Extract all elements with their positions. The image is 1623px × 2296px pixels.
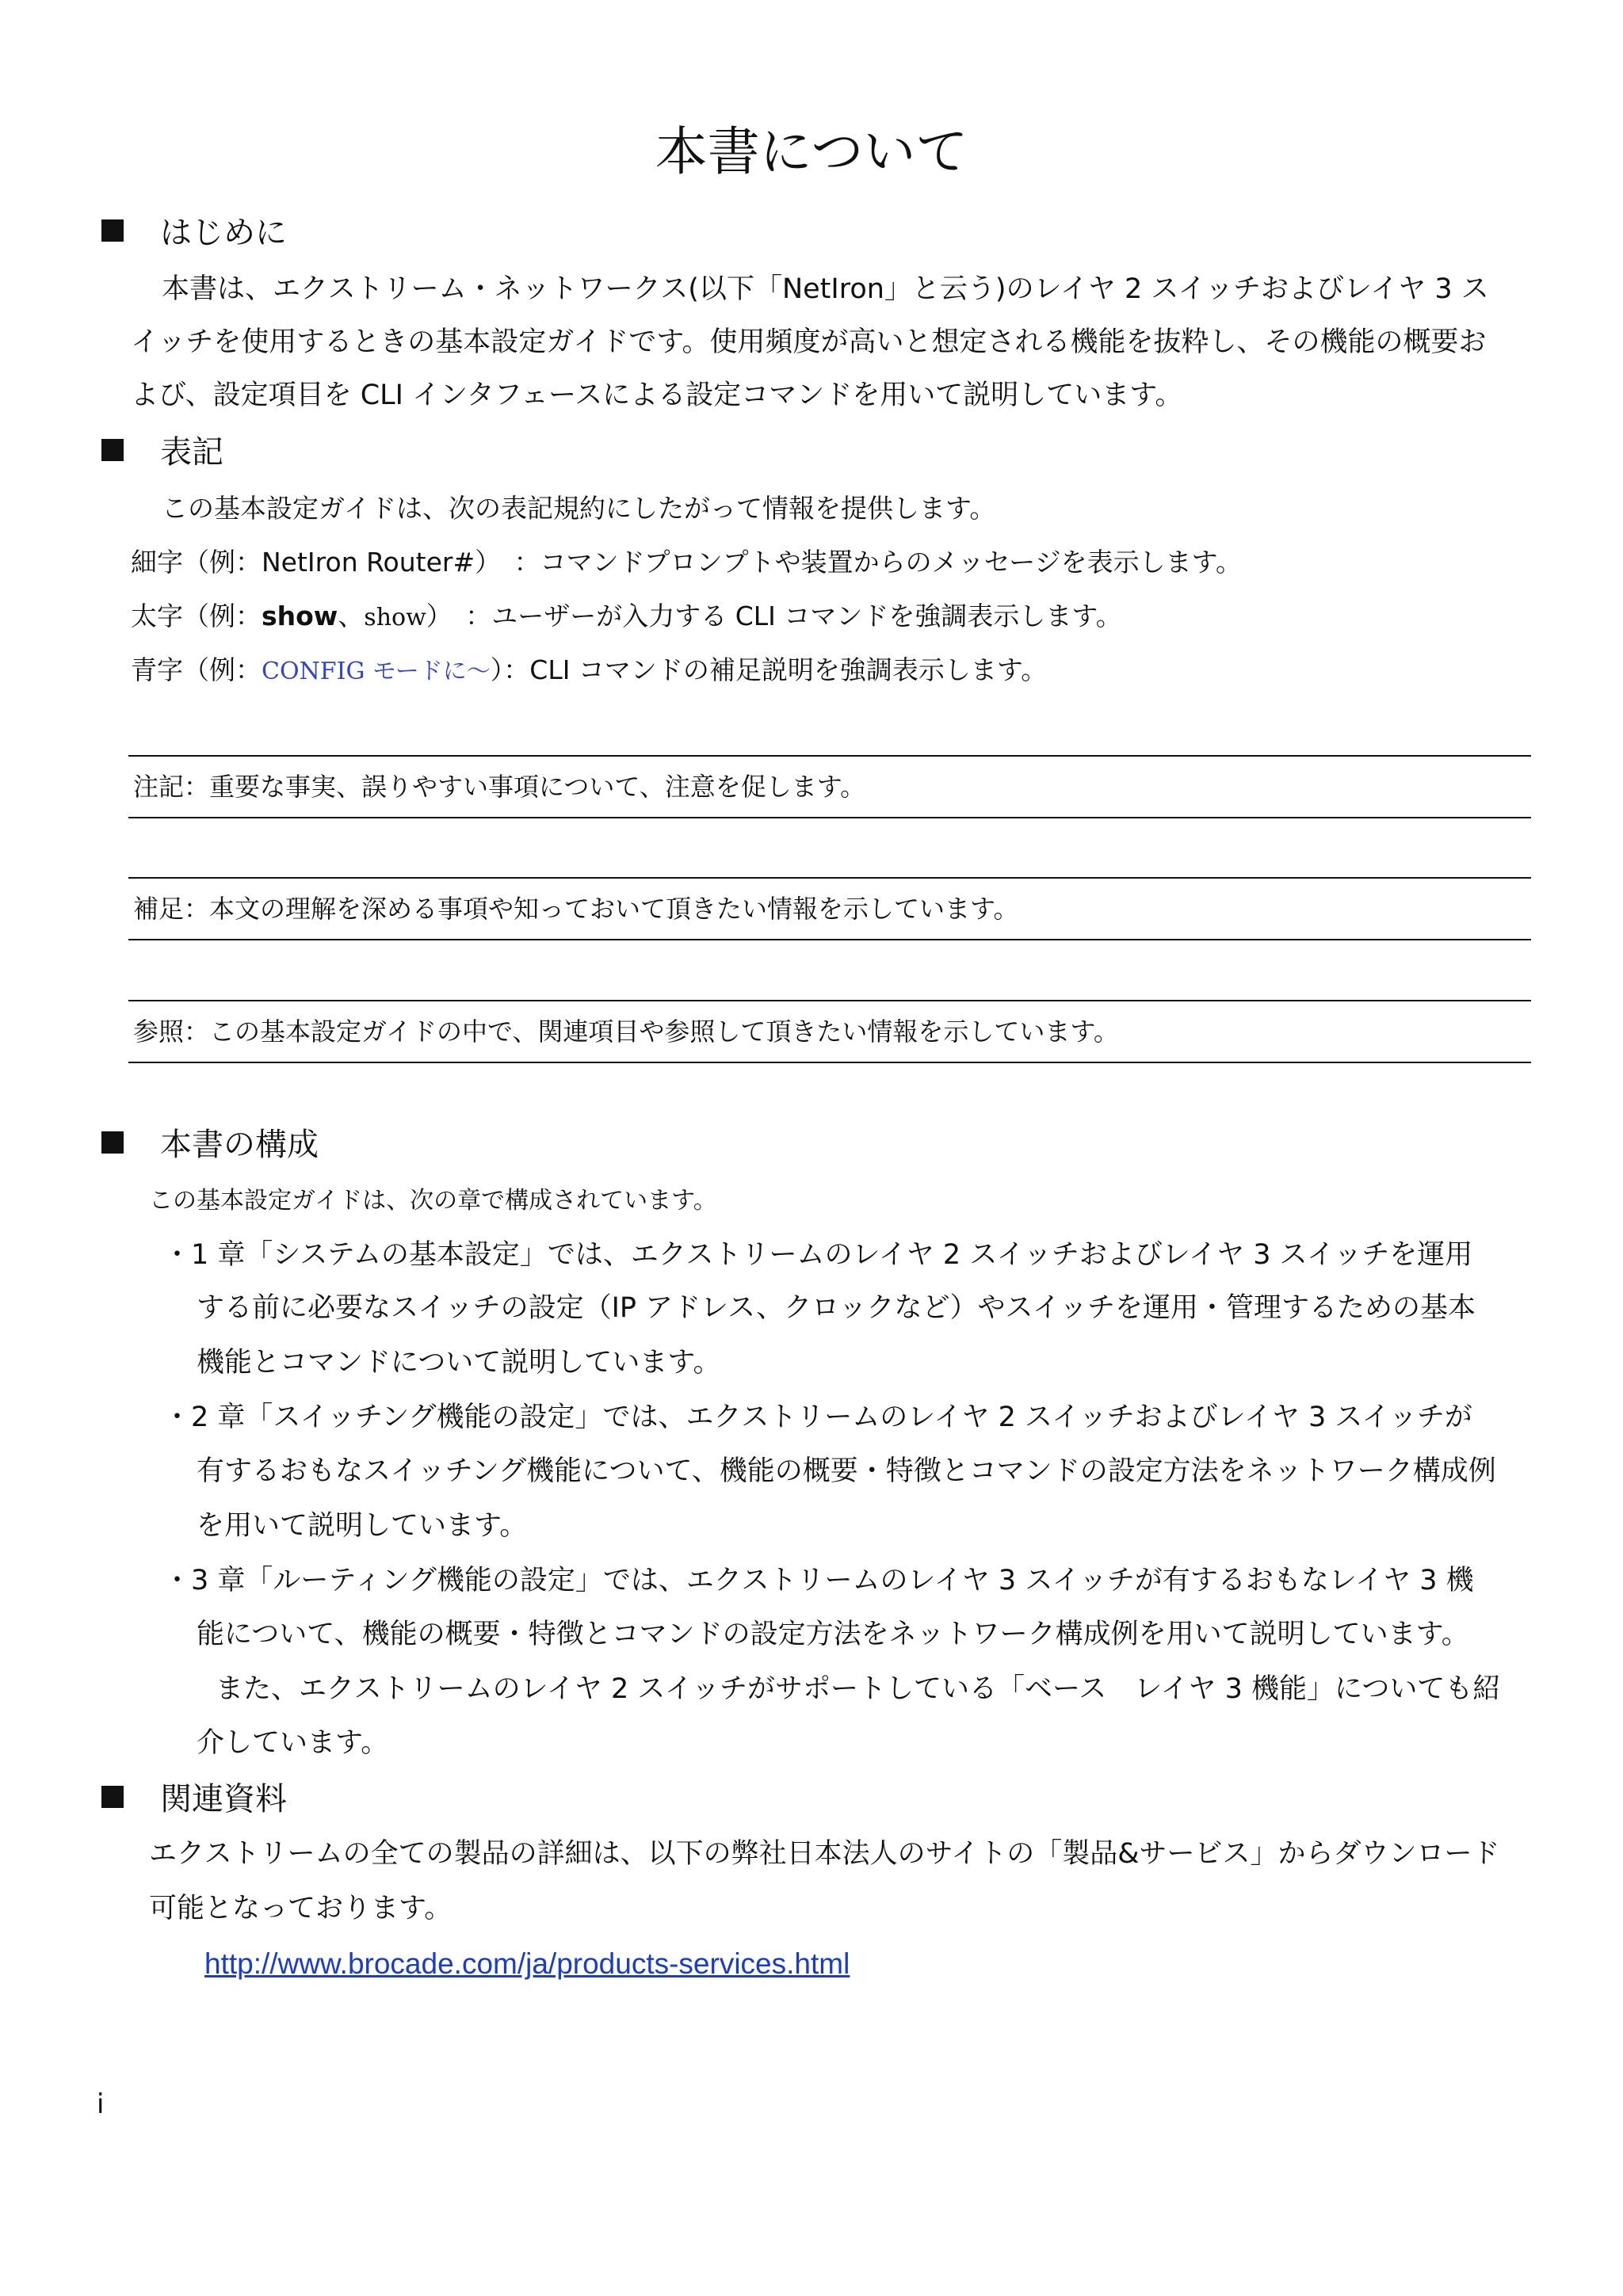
- box-rule-top-supplement: [128, 877, 1531, 879]
- square-bullet-icon: [101, 1786, 124, 1808]
- structure-lead: この基本設定ガイドは、次の章で構成されています。: [149, 1187, 717, 1215]
- chapter-3-line-3: また、エクストリームのレイヤ 2 スイッチがサポートしている「ベース レイヤ 3 機能」についても紹: [216, 1673, 1501, 1705]
- page-number: i: [97, 2088, 105, 2120]
- page-title: 本書について: [655, 121, 968, 182]
- chapter-1-line-1: ・1 章「システムの基本設定」では、エクストリームのレイヤ 2 スイッチおよびレイヤ 3 スイッチを運用: [163, 1239, 1473, 1271]
- chapter-1-line-3: 機能とコマンドについて説明しています。: [197, 1347, 721, 1379]
- chapter-2-line-3: を用いて説明しています。: [197, 1510, 528, 1542]
- box-rule-bottom-note: [128, 817, 1531, 818]
- intro-line-2: イッチを使用するときの基本設定ガイドです。使用頻度が高いと想定される機能を抜粋し、その機能の概要お: [131, 326, 1487, 358]
- notation-blue: 青字（例：CONFIG モードに〜）：CLI コマンドの補足説明を強調表示します。: [131, 654, 1048, 685]
- products-services-link[interactable]: http://www.brocade.com/ja/products-services.html: [204, 1947, 850, 1980]
- chapter-3-line-1: ・3 章「ルーティング機能の設定」では、エクストリームのレイヤ 3 スイッチが有するおもなレイヤ 3 機: [163, 1565, 1474, 1596]
- intro-line-3: よび、設定項目を CLI インタフェースによる設定コマンドを用いて説明しています。: [131, 379, 1183, 411]
- notation-lead: この基本設定ガイドは、次の表記規約にしたがって情報を提供します。: [162, 493, 996, 524]
- box-reference: 参照：この基本設定ガイドの中で、関連項目や参照して頂きたい情報を示しています。: [133, 1016, 1119, 1047]
- plain-example: show: [364, 604, 426, 631]
- chapter-3-line-4: 介しています。: [197, 1727, 389, 1759]
- notation-bold: 太字（例：show、show） ：ユーザーが入力する CLI コマンドを強調表示します。: [131, 601, 1122, 631]
- intro-line-1: 本書は、エクストリーム・ネットワークス(以下「NetIron」と云う)のレイヤ 2 スイッチおよびレイヤ 3 ス: [162, 273, 1489, 305]
- box-note: 注記：重要な事実、誤りやすい事項について、注意を促します。: [133, 772, 866, 802]
- related-line-2: 可能となっております。: [149, 1893, 453, 1924]
- box-rule-top-note: [128, 755, 1531, 757]
- box-rule-bottom-supplement: [128, 939, 1531, 940]
- blue-example: CONFIG モードに〜: [262, 658, 491, 685]
- chapter-3-line-2: 能について、機能の概要・特徴とコマンドの設定方法をネットワーク構成例を用いて説明しています。: [197, 1619, 1469, 1650]
- related-line-1: エクストリームの全ての製品の詳細は、以下の弊社日本法人のサイトの「製品&サービス」からダウンロード: [149, 1838, 1500, 1870]
- section-heading-related: 関連資料: [101, 1778, 287, 1821]
- section-heading-notation: 表記: [101, 431, 223, 474]
- chapter-2-line-2: 有するおもなスイッチング機能について、機能の概要・特徴とコマンドの設定方法をネットワーク構成例: [197, 1455, 1496, 1487]
- box-rule-top-reference: [128, 1000, 1531, 1001]
- chapter-2-line-1: ・2 章「スイッチング機能の設定」では、エクストリームのレイヤ 2 スイッチおよびレイヤ 3 スイッチが: [163, 1402, 1472, 1433]
- square-bullet-icon: [101, 439, 124, 461]
- square-bullet-icon: [101, 1131, 124, 1154]
- section-heading-intro: はじめに: [101, 212, 287, 254]
- square-bullet-icon: [101, 219, 124, 242]
- thin-example: NetIron Router#: [262, 547, 475, 578]
- notation-thin: 細字（例：NetIron Router#） ：コマンドプロンプトや装置からのメッセージを表示します。: [131, 547, 1242, 578]
- section-heading-structure: 本書の構成: [101, 1123, 319, 1166]
- chapter-1-line-2: する前に必要なスイッチの設定（IP アドレス、クロックなど）やスイッチを運用・管理するための基本: [197, 1292, 1476, 1324]
- box-supplement: 補足：本文の理解を深める事項や知っておいて頂きたい情報を示しています。: [133, 894, 1019, 924]
- box-rule-bottom-reference: [128, 1062, 1531, 1063]
- bold-example: show: [262, 601, 338, 631]
